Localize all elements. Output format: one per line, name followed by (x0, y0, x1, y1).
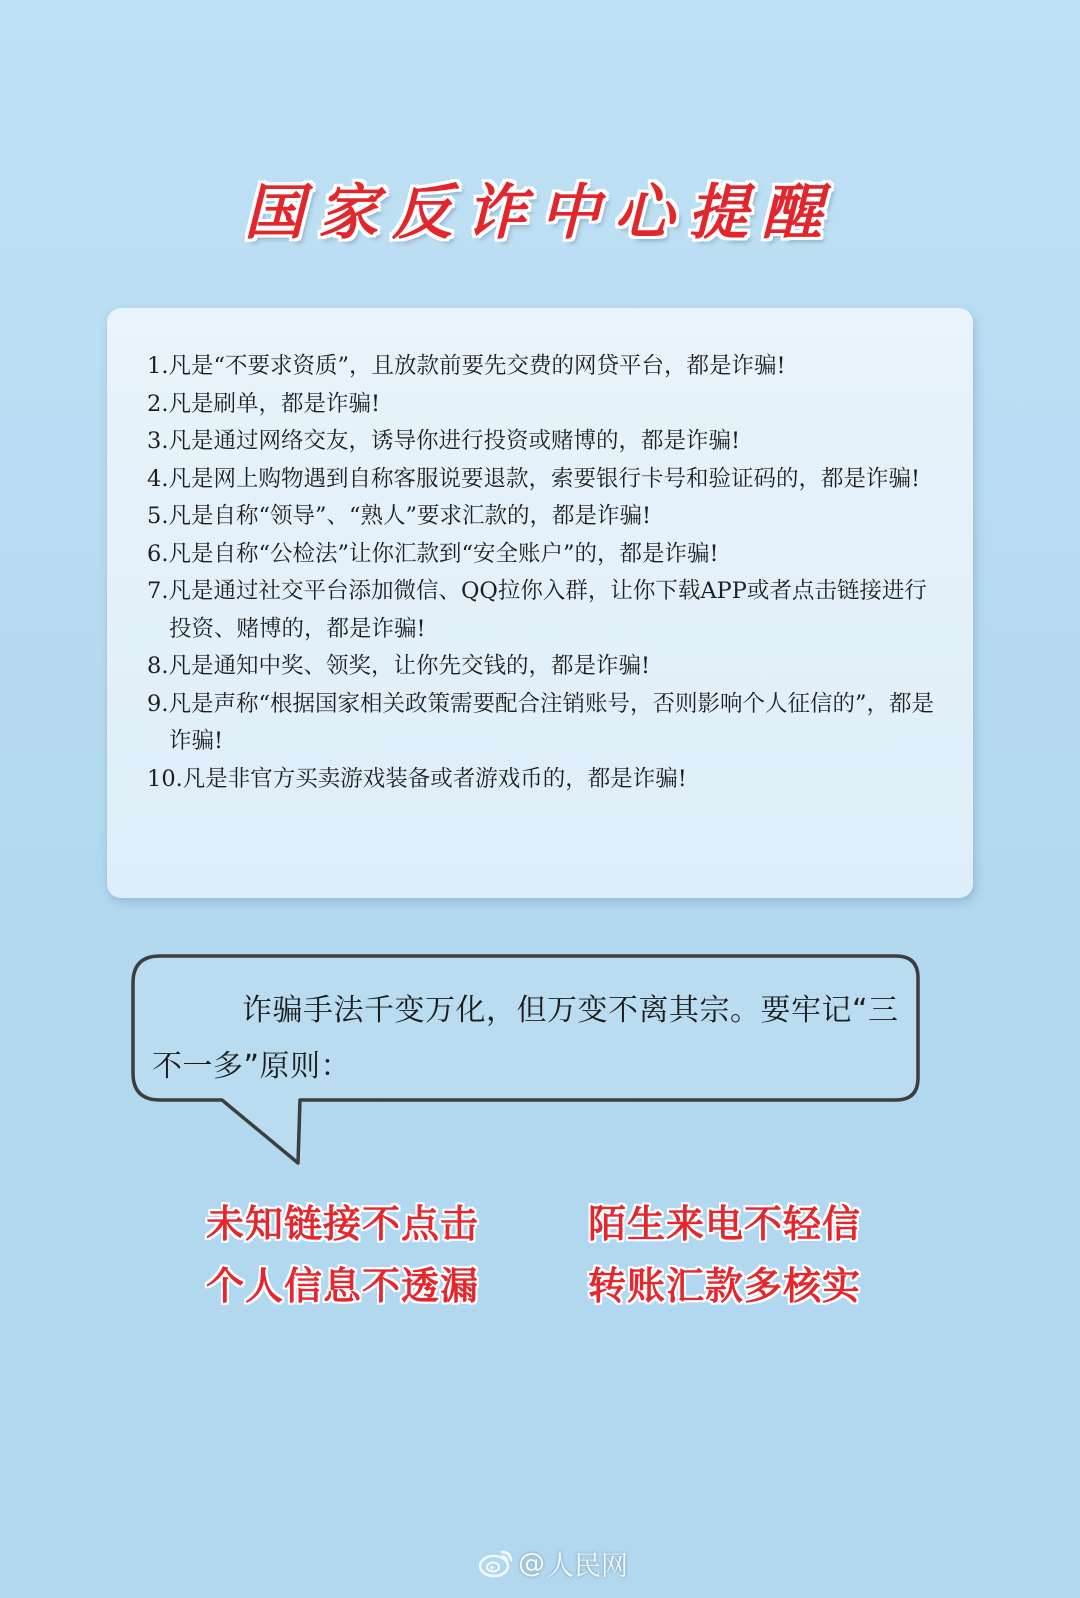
slogan-text: 个人信息不透漏 (206, 1264, 480, 1308)
bubble-text: 诈骗手法千变万化，但万变不离其宗。要牢记“三不一多”原则： (152, 993, 899, 1084)
rule-item: 3.凡是通过网络交友，诱导你进行投资或赌博的，都是诈骗! (147, 428, 741, 454)
rule-item: 7.凡是通过社交平台添加微信、QQ拉你入群，让你下载APP或者点击链接进行投资、赌博的，都是诈骗! (147, 578, 927, 642)
slogan-text: 陌生来电不轻信 (588, 1202, 862, 1246)
page-title: 国家反诈中心提醒 (244, 178, 836, 248)
rule-item: 9.凡是声称“根据国家相关政策需要配合注销账号，否则影响个人征信的”，都是诈骗! (147, 690, 934, 754)
rule-item: 2.凡是刷单，都是诈骗! (147, 390, 381, 417)
slogan-text: 未知链接不点击 (206, 1202, 480, 1246)
rule-item: 8.凡是通知中奖、领奖，让你先交钱的，都是诈骗! (147, 653, 651, 679)
watermark-at: @ (518, 1547, 545, 1579)
weibo-icon (478, 1548, 514, 1578)
rule-item: 5.凡是自称“领导”、“熟人”要求汇款的，都是诈骗! (147, 503, 652, 529)
speech-bubble (130, 953, 930, 1118)
rule-item: 1.凡是“不要求资质”，且放款前要先交费的网贷平台，都是诈骗! (147, 353, 786, 379)
slogan-grid (0, 1193, 1080, 1343)
rule-item: 10.凡是非官方买卖游戏装备或者游戏币的，都是诈骗! (147, 765, 687, 792)
rule-item: 4.凡是网上购物遇到自称客服说要退款，索要银行卡号和验证码的，都是诈骗! (147, 465, 921, 492)
rules-card (107, 308, 973, 898)
watermark-name: 人民网 (547, 1550, 628, 1582)
rules-list (147, 348, 947, 798)
rule-item: 6.凡是自称“公检法”让你汇款到“安全账户”的，都是诈骗! (147, 540, 719, 567)
slogan-text: 转账汇款多核实 (588, 1264, 862, 1308)
source-watermark (478, 1543, 628, 1583)
